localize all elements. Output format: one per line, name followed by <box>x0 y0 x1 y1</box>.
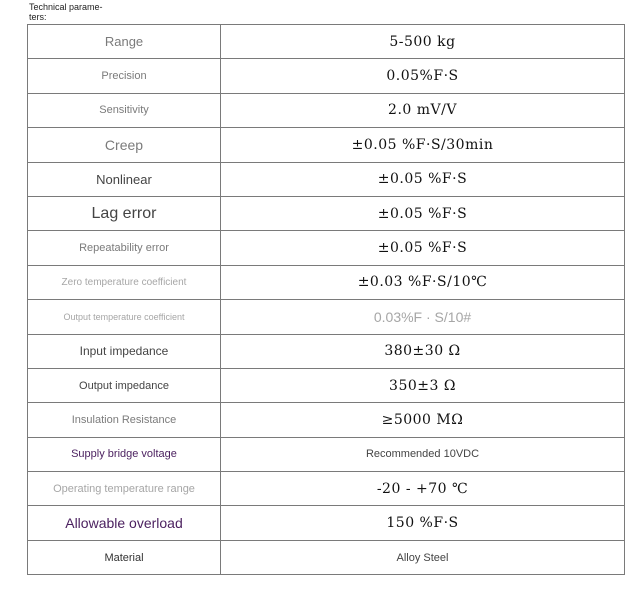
table-row <box>28 334 625 368</box>
table-row <box>28 265 625 299</box>
param-label: Output impedance <box>28 368 221 402</box>
table-row <box>28 437 625 471</box>
param-label: Insulation Resistance <box>28 403 221 437</box>
param-value: Recommended 10VDC <box>221 437 625 471</box>
param-value: ≥5000 MΩ <box>221 403 625 437</box>
table-row <box>28 403 625 437</box>
param-value: -20 - +70 ℃ <box>221 472 625 506</box>
table-row <box>28 472 625 506</box>
param-label: Lag error <box>28 196 221 230</box>
table-row <box>28 368 625 402</box>
table-row <box>28 162 625 196</box>
param-value: ±0.03 %F·S/10℃ <box>221 265 625 299</box>
param-label: Nonlinear <box>28 162 221 196</box>
param-value: 2.0 mV/V <box>221 93 625 127</box>
table-row <box>28 25 625 59</box>
param-label: Sensitivity <box>28 93 221 127</box>
param-label: Range <box>28 25 221 59</box>
param-value: ±0.05 %F·S <box>221 162 625 196</box>
table-row <box>28 59 625 93</box>
param-value: Alloy Steel <box>221 540 625 574</box>
param-value: 150 %F·S <box>221 506 625 540</box>
table-row <box>28 93 625 127</box>
param-value: 380±30 Ω <box>221 334 625 368</box>
technical-parameters-table <box>27 24 625 575</box>
table-caption: Technical parame- ters: <box>29 2 103 22</box>
param-label: Allowable overload <box>28 506 221 540</box>
table-row <box>28 300 625 334</box>
table-row <box>28 128 625 162</box>
table-row <box>28 506 625 540</box>
param-value: ±0.05 %F·S <box>221 196 625 230</box>
param-label: Precision <box>28 59 221 93</box>
table-row <box>28 231 625 265</box>
table-row <box>28 196 625 230</box>
param-label: Operating temperature range <box>28 472 221 506</box>
param-value: 5-500 kg <box>221 25 625 59</box>
param-label: Supply bridge voltage <box>28 437 221 471</box>
param-label: Repeatability error <box>28 231 221 265</box>
param-label: Material <box>28 540 221 574</box>
param-value: ±0.05 %F·S <box>221 231 625 265</box>
param-value: 350±3 Ω <box>221 368 625 402</box>
param-label: Zero temperature coefficient <box>28 265 221 299</box>
table-row <box>28 540 625 574</box>
param-label: Creep <box>28 128 221 162</box>
param-value: ±0.05 %F·S/30min <box>221 128 625 162</box>
param-value: 0.03%F · S/10# <box>221 300 625 334</box>
param-label: Output temperature coefficient <box>28 300 221 334</box>
param-value: 0.05%F·S <box>221 59 625 93</box>
param-label: Input impedance <box>28 334 221 368</box>
